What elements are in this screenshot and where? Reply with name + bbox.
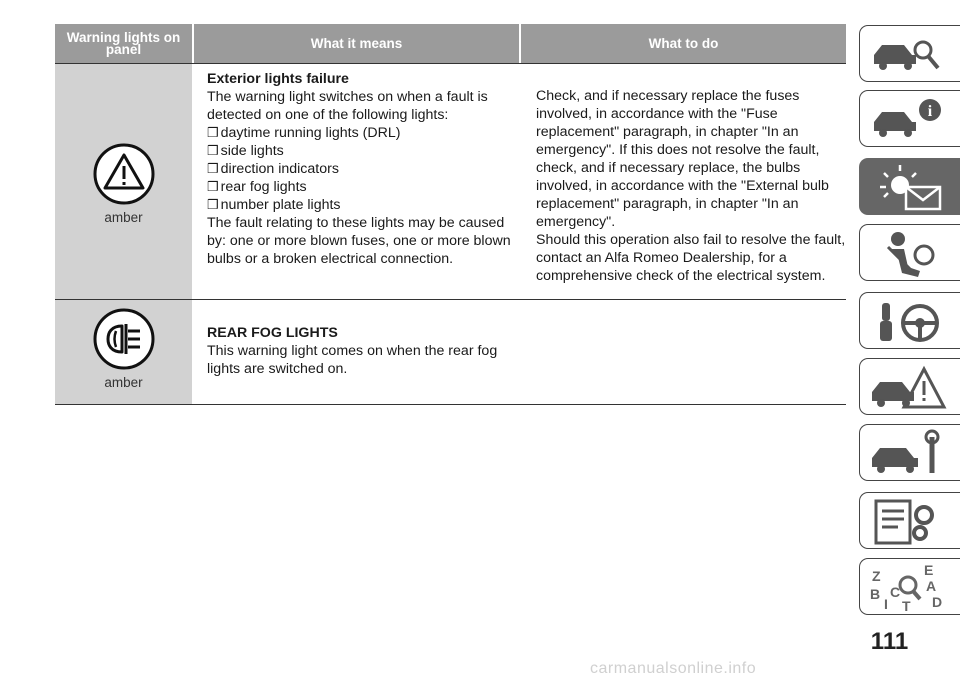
svg-text:I: I (884, 596, 888, 612)
svg-text:B: B (870, 586, 881, 602)
warning-light-envelope-icon (868, 161, 948, 213)
row1-what-it-means (207, 70, 522, 268)
list-item: ❒ number plate lights (207, 197, 341, 213)
svg-text:E: E (924, 562, 934, 578)
watermark: carmanualsonline.info (590, 660, 757, 677)
svg-text:C: C (890, 584, 901, 600)
header-what-to-do: What to do (521, 24, 846, 63)
svg-text:D: D (932, 594, 943, 610)
tab-technical-data[interactable] (859, 492, 960, 549)
tab-car-info[interactable] (859, 90, 960, 147)
warning-triangle-icon (92, 142, 156, 206)
row1-color-label: amber (104, 210, 143, 225)
svg-text:i: i (927, 103, 933, 120)
airbag-seat-icon (868, 227, 948, 279)
row2-title: REAR FOG LIGHTS (207, 325, 338, 341)
row2-color-label: amber (104, 375, 143, 390)
row2-what-it-means (207, 324, 522, 378)
tab-emergency[interactable] (859, 358, 960, 415)
list-item: ❒ rear fog lights (207, 179, 307, 195)
car-info-icon (868, 93, 948, 145)
list-item: ❒ daytime running lights (DRL) (207, 125, 401, 141)
alphabet-index-icon (868, 561, 948, 613)
header-warning-lights: Warning lights on panel (55, 24, 192, 63)
svg-text:Z: Z (872, 568, 881, 584)
list-item: ❒ side lights (207, 143, 284, 159)
svg-text:A: A (926, 578, 937, 594)
document-gear-icon (868, 495, 948, 547)
row1-icon-cell (55, 64, 192, 299)
row1-what-to-do: Check, and if necessary replace the fuses involved, in accordance with the "Fuse replacement" paragraph, in chapter "In an emergency". If this does not resolve the fault, check, and if necessary replace, the bulbs involved, in accordance with the "External bulb replacement" paragraph, in chapter "In an emergency". Should this operation also fail to resolve the fault, contact an Alfa Romeo Dealership, for a comprehensive check of the electrical system. (536, 88, 846, 284)
header-what-it-means: What it means (194, 24, 519, 63)
row1-tail: The fault relating to these lights may be caused by: one or more blown fuses, one or more blown bulbs or a broken electrical connection. (207, 215, 511, 267)
row1-title: Exterior lights failure (207, 71, 349, 87)
tab-maintenance[interactable] (859, 424, 960, 481)
key-steering-wheel-icon (868, 295, 948, 347)
car-wrench-icon (868, 427, 948, 479)
tab-warning-lights-messages[interactable] (859, 158, 960, 215)
car-hazard-icon (868, 361, 948, 413)
row2-description: This warning light comes on when the rear fog lights are switched on. (207, 343, 498, 377)
tab-car-search[interactable] (859, 25, 960, 82)
list-item: ❒ direction indicators (207, 161, 339, 177)
tab-index[interactable] (859, 558, 960, 615)
rear-fog-light-icon (92, 307, 156, 371)
row2-rule (55, 404, 846, 405)
svg-text:T: T (902, 598, 911, 613)
tab-safety[interactable] (859, 224, 960, 281)
page-number: 111 (870, 628, 909, 655)
row2-icon-cell (55, 300, 192, 404)
car-search-icon (868, 28, 948, 80)
tab-starting-driving[interactable] (859, 292, 960, 349)
row1-description: The warning light switches on when a fault is detected on one of the following lights: (207, 89, 488, 123)
